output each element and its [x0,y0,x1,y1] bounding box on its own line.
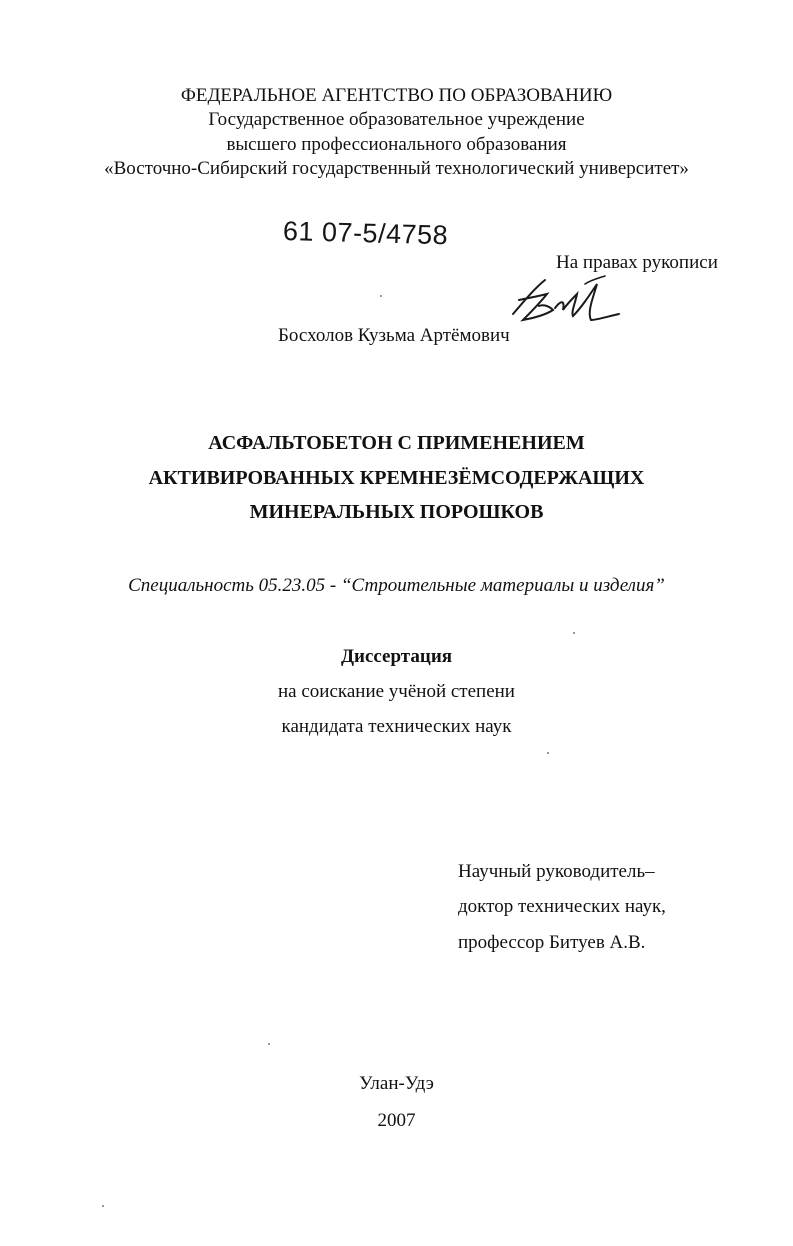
library-stamp-number: 61 07-5/4758 [282,216,449,251]
year: 2007 [377,1110,416,1131]
scan-speck [573,632,575,634]
degree-purpose: на соискание учёной степени [278,681,515,702]
scan-speck [268,1043,270,1045]
rights-label: На правах рукописи [556,252,718,273]
author-name: Босхолов Кузьма Артёмович [278,325,510,346]
supervisor-degree: доктор технических наук, [458,896,666,917]
title-line-2: АКТИВИРОВАННЫХ КРЕМНЕЗЁМСОДЕРЖАЩИХ [148,467,645,489]
city: Улан-Удэ [359,1073,434,1094]
signature-icon [505,270,625,330]
document-type: Диссертация [340,646,453,667]
university-name: «Восточно-Сибирский государственный технологический университет» [104,158,689,179]
specialty-text: Специальность 05.23.05 - “Строительные материалы и изделия” [128,575,665,596]
scan-speck [380,295,382,297]
supervisor-name: профессор Битуев А.В. [458,932,646,953]
education-level: высшего профессионального образования [226,134,567,155]
scan-speck [102,1205,104,1207]
agency-name: ФЕДЕРАЛЬНОЕ АГЕНТСТВО ПО ОБРАЗОВАНИЮ [180,85,613,106]
scan-speck [547,752,549,754]
title-line-1: АСФАЛЬТОБЕТОН С ПРИМЕНЕНИЕМ [208,432,585,454]
title-line-3: МИНЕРАЛЬНЫХ ПОРОШКОВ [249,501,544,523]
supervisor-role: Научный руководитель– [458,861,655,882]
degree-name: кандидата технических наук [281,716,512,737]
institution-type: Государственное образовательное учреждение [208,109,585,130]
